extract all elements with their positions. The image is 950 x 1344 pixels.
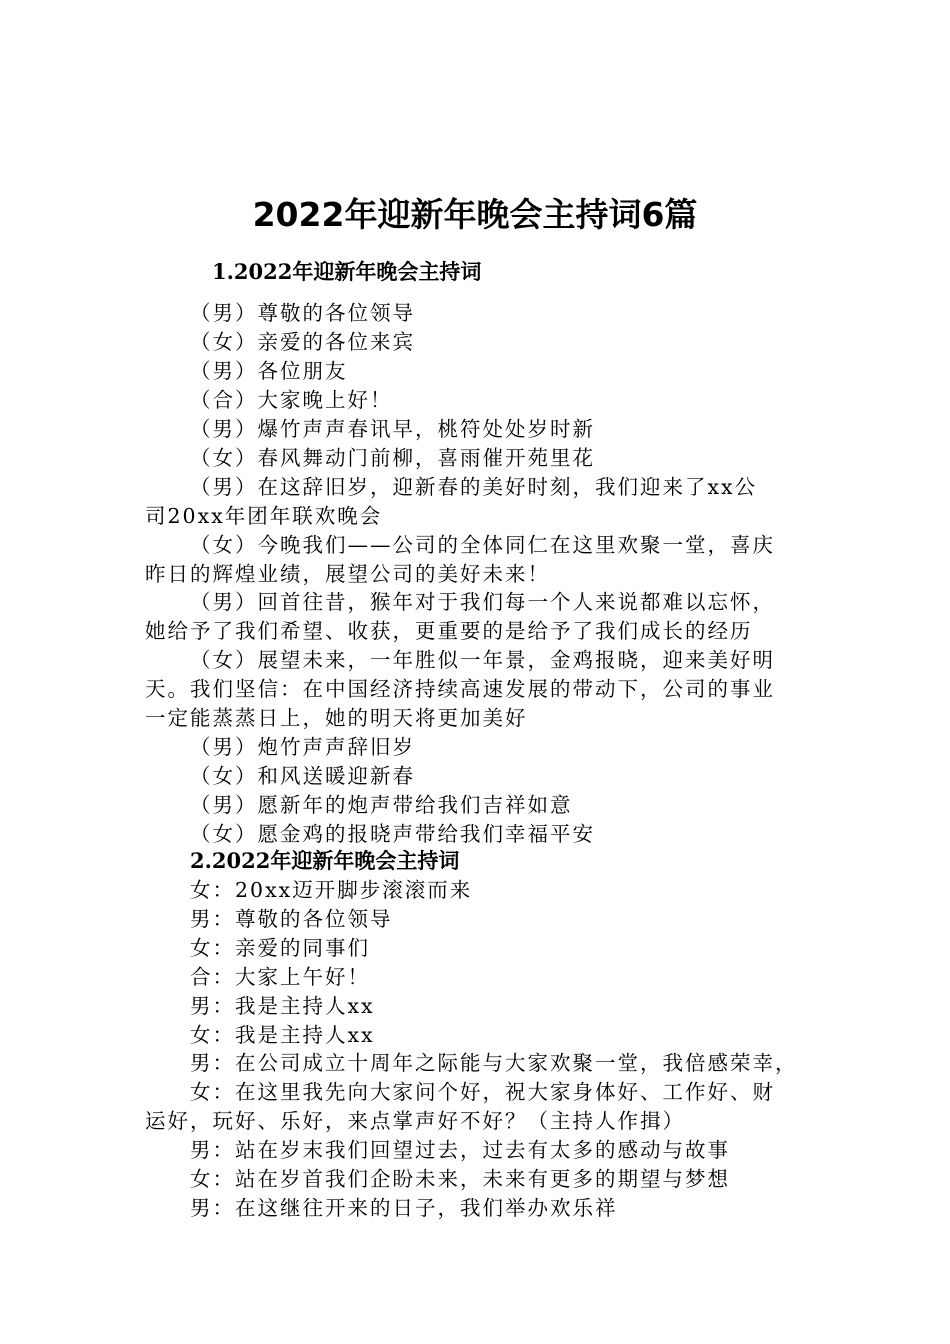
paragraph-line: （男）在这辞旧岁，迎新春的美好时刻，我们迎来了xx公 xyxy=(190,475,758,499)
paragraph-line: 昨日的辉煌业绩，展望公司的美好未来！ xyxy=(145,562,550,586)
paragraph-line: 女：亲爱的同事们 xyxy=(190,936,370,960)
paragraph-line: （女）展望未来，一年胜似一年景，金鸡报晓，迎来美好明 xyxy=(190,648,775,672)
paragraph-line: 司20xx年团年联欢晚会 xyxy=(145,504,383,528)
paragraph-line: 合：大家上午好！ xyxy=(190,965,370,989)
paragraph-line: （男）各位朋友 xyxy=(190,359,348,383)
paragraph-line: 女：站在岁首我们企盼未来，未来有更多的期望与梦想 xyxy=(190,1167,730,1191)
paragraph-line: （男）回首往昔，猴年对于我们每一个人来说都难以忘怀， xyxy=(190,590,775,614)
paragraph-line: 一定能蒸蒸日上，她的明天将更加美好 xyxy=(145,706,528,730)
paragraph-line: 女：20xx迈开脚步滚滚而来 xyxy=(190,878,473,902)
document-title: 2022年迎新年晚会主持词6篇 xyxy=(252,195,698,234)
paragraph-line: （女）亲爱的各位来宾 xyxy=(190,330,415,354)
paragraph-line: （合）大家晚上好！ xyxy=(190,388,393,412)
paragraph-line: （女）今晚我们——公司的全体同仁在这里欢聚一堂，喜庆 xyxy=(190,533,775,557)
paragraph-line: 男：在公司成立十周年之际能与大家欢聚一堂，我倍感荣幸， xyxy=(190,1051,798,1075)
paragraph-line: （男）炮竹声声辞旧岁 xyxy=(190,735,415,759)
paragraph-line: （女）愿金鸡的报晓声带给我们幸福平安 xyxy=(190,822,595,846)
paragraph-line: （女）和风送暖迎新春 xyxy=(190,764,415,788)
paragraph-line: （男）尊敬的各位领导 xyxy=(190,301,415,325)
paragraph-line: 男：站在岁末我们回望过去，过去有太多的感动与故事 xyxy=(190,1138,730,1162)
paragraph-line: 天。我们坚信：在中国经济持续高速发展的带动下，公司的事业 xyxy=(145,677,775,701)
paragraph-line: 女：我是主持人xx xyxy=(190,1023,375,1047)
paragraph-line: 运好，玩好、乐好，来点掌声好不好？（主持人作揖） xyxy=(145,1109,685,1133)
paragraph-line: （男）愿新年的炮声带给我们吉祥如意 xyxy=(190,793,573,817)
paragraph-line: 男：我是主持人xx xyxy=(190,994,375,1018)
paragraph-line: 她给予了我们希望、收获，更重要的是给予了我们成长的经历 xyxy=(145,619,753,643)
paragraph-line: 男：在这继往开来的日子，我们举办欢乐祥 xyxy=(190,1196,618,1220)
paragraph-line: 男：尊敬的各位领导 xyxy=(190,907,393,931)
paragraph-line: （女）春风舞动门前柳，喜雨催开苑里花 xyxy=(190,446,595,470)
paragraph-line: （男）爆竹声声春讯早，桃符处处岁时新 xyxy=(190,417,595,441)
paragraph-line: 女：在这里我先向大家问个好，祝大家身体好、工作好、财 xyxy=(190,1080,775,1104)
section-heading-2: 2.2022年迎新年晚会主持词 xyxy=(190,848,460,873)
section-heading-1: 1.2022年迎新年晚会主持词 xyxy=(212,259,482,284)
